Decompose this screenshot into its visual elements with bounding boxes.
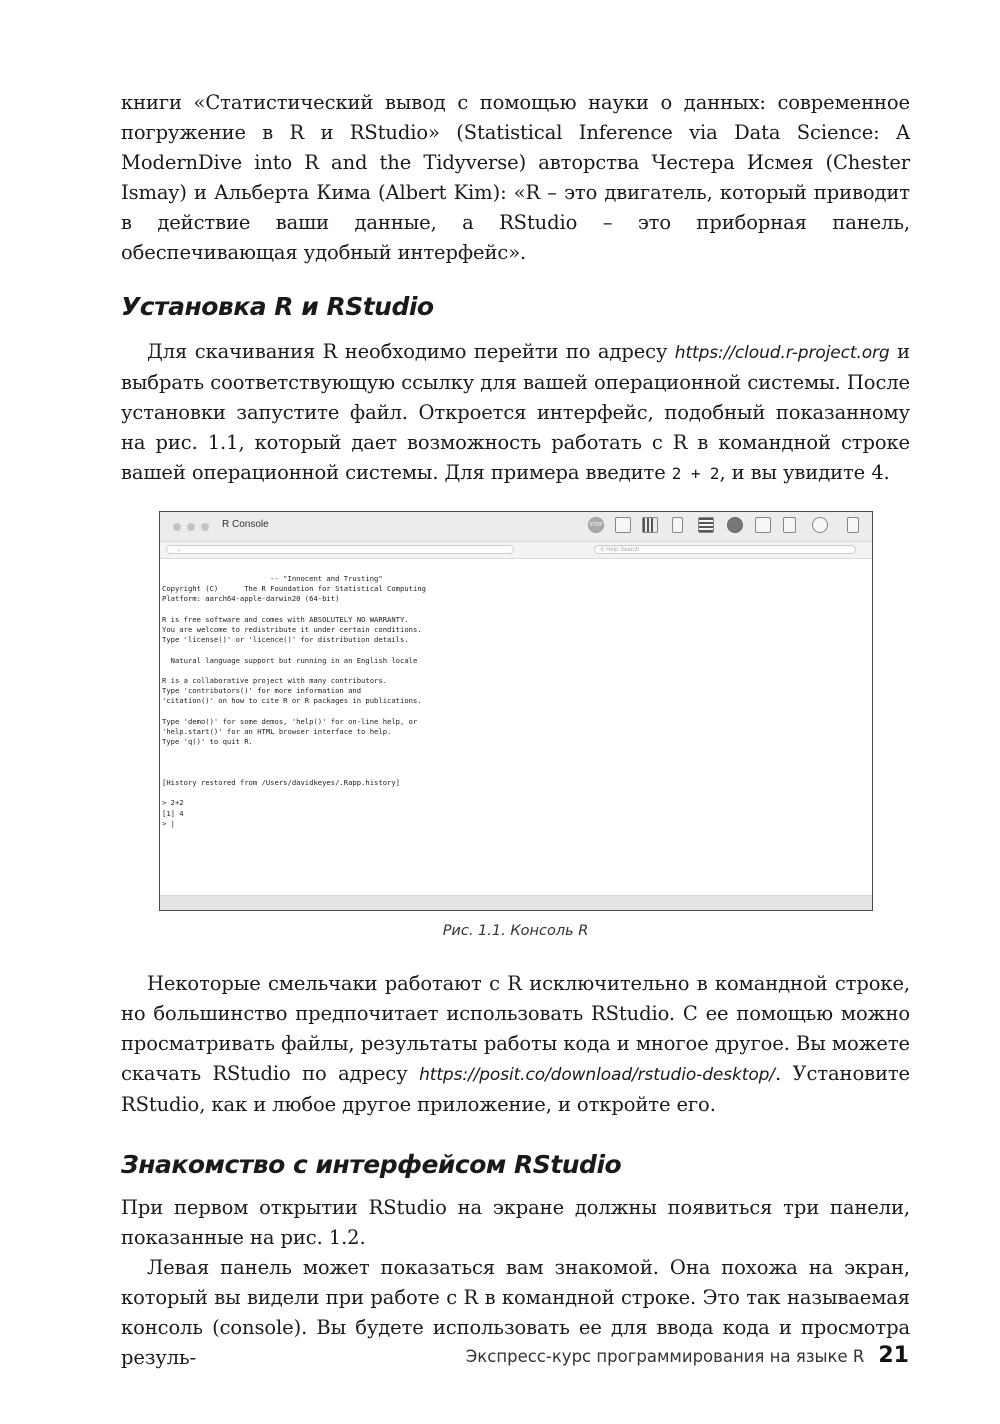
window-titlebar xyxy=(160,512,872,542)
help-search-placeholder: Help Search xyxy=(606,547,640,553)
install-paragraph xyxy=(121,337,910,489)
console-line: Copyright (C) The R Foundation for Statistical Computing xyxy=(162,584,426,594)
r-console-window xyxy=(159,511,873,911)
status-bar xyxy=(160,895,872,910)
cran-url[interactable]: https://cloud.r-project.org xyxy=(674,343,890,363)
page-number: 21 xyxy=(878,1343,909,1368)
console-line: 'help.start()' for an HTML browser interface to help. xyxy=(162,727,392,737)
print-icon[interactable] xyxy=(812,517,828,533)
footer-book-title: Экспресс-курс программирования на языке R xyxy=(465,1347,865,1366)
interface-paragraph-1: При первом открытии RStudio на экране должны появиться три панели, показанные на рис. 1.2. xyxy=(121,1196,910,1249)
minimize-window-icon[interactable] xyxy=(187,523,195,531)
zoom-window-icon[interactable] xyxy=(201,523,209,531)
r-script-icon[interactable] xyxy=(615,517,631,533)
console-line: Type 'q()' to quit R. xyxy=(162,737,253,747)
console-line: [History restored from /Users/davidkeyes/.Rapp.history] xyxy=(162,778,400,788)
console-line: > | xyxy=(162,818,175,828)
install-text-start: Для скачивания R необходимо перейти по адресу xyxy=(147,340,675,363)
console-line: R is a collaborative project with many contributors. xyxy=(162,676,388,686)
list-icon[interactable] xyxy=(698,517,714,533)
working-directory-field[interactable]: ~ xyxy=(166,545,514,554)
page-content xyxy=(121,88,910,1373)
intro-paragraph: книги «Статистический вывод с помощью науки о данных: современное погружение в R и RStudio» (Statistical Inference via Data Science: A ModernDive into R and the Tidyverse) авторства Честера Исмея (Chester Ismay) и Альберта Кима (Albert Kim): «R – это двигатель, который приводит в действие ваши данные, а RStudio – это приборная панель, обеспечивающая удобный интерфейс». xyxy=(121,91,910,264)
section-heading-install: Установка R и RStudio xyxy=(121,292,434,321)
close-window-icon[interactable] xyxy=(173,523,181,531)
console-line: Natural language support but running in an English locale xyxy=(170,655,418,665)
interface-paragraph-2: Левая панель может показаться вам знакомой. Она похожа на экран, который вы видели при работе с R в командной строке. Это так называемая консоль (console). Вы будете использовать ее для ввода кода и просмотра резуль- xyxy=(121,1256,910,1369)
console-line: 'citation()' on how to cite R or R packages in publications. xyxy=(162,696,422,706)
install-text-middle: и выбрать соответствующую ссылку для вашей операционной системы. После установки запустите файл. Откроется интерфейс, подобный показанному на рис. 1.1, который дает возможность работать с R в командной строке вашей операционной системы. Для примера введите xyxy=(121,340,910,484)
code-example: 2 + 2 xyxy=(671,464,720,483)
figure-caption: Рис. 1.1. Консоль R xyxy=(442,923,589,939)
bar-chart-icon[interactable] xyxy=(642,517,658,533)
console-line: [1] 4 xyxy=(162,808,184,818)
window-title: R Console xyxy=(222,519,269,530)
console-line: Type 'demo()' for some demos, 'help()' for on-line help, or xyxy=(162,716,418,726)
help-search-field[interactable] xyxy=(594,545,856,554)
section-heading-interface: Знакомство с интерфейсом RStudio xyxy=(121,1150,622,1179)
console-line: > 2+2 xyxy=(162,798,184,808)
rstudio-text-start: Некоторые смельчаки работают с R исключительно в командной строке, но большинство предпочитает использовать RStudio. С ее помощью можно просматривать файлы, результаты работы кода и многое другое. Вы можете скачать RStudio по адресу xyxy=(121,972,910,1085)
color-ball-icon[interactable] xyxy=(727,517,743,533)
console-output[interactable] xyxy=(162,574,870,829)
search-icon: ⚲ xyxy=(600,547,607,553)
new-document-icon[interactable] xyxy=(783,517,796,533)
path-bar xyxy=(160,542,872,559)
lock-icon[interactable] xyxy=(672,517,683,533)
source-icon[interactable] xyxy=(755,517,771,533)
stop-icon[interactable]: STOP xyxy=(588,517,604,533)
rstudio-url[interactable]: https://posit.co/download/rstudio-desktop/ xyxy=(419,1065,775,1085)
console-line: Platform: aarch64-apple-darwin20 (64-bit) xyxy=(162,594,340,604)
sidebar-icon[interactable] xyxy=(847,517,859,533)
console-line: Type 'contributors()' for more information and xyxy=(162,686,362,696)
install-text-end: , и вы увидите 4. xyxy=(719,461,890,484)
rstudio-text-end: . Установите RStudio, как и любое другое приложение, и откройте его. xyxy=(121,1062,910,1116)
console-line: -- "Innocent and Trusting" xyxy=(270,574,383,583)
figure-r-console xyxy=(121,511,910,939)
console-line: R is free software and comes with ABSOLUTELY NO WARRANTY. xyxy=(162,614,409,624)
rstudio-paragraph xyxy=(121,969,910,1120)
page-footer xyxy=(466,1343,909,1368)
console-line: Type 'license()' or 'licence()' for distribution details. xyxy=(162,635,409,645)
console-line: You are welcome to redistribute it under certain conditions. xyxy=(162,625,422,635)
